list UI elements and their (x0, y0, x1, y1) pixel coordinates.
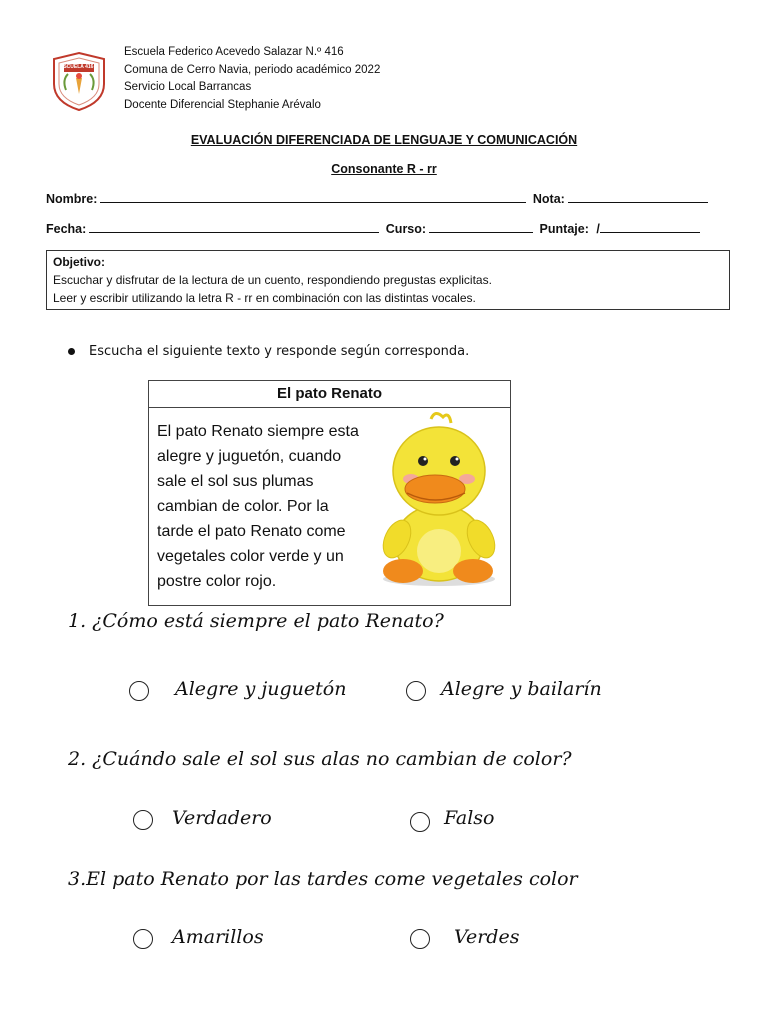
curso-field[interactable] (429, 222, 533, 233)
objective-line-1: Escuchar y disfrutar de la lectura de un cuento, respondiendo pregustas explicitas. (53, 273, 492, 287)
puntaje-label: Puntaje: (539, 222, 589, 236)
header-line-teacher: Docente Diferencial Stephanie Arévalo (124, 98, 321, 111)
option-label: Verdes (454, 926, 520, 948)
option-radio[interactable] (410, 812, 430, 832)
story-line: cambian de color. Por la (157, 498, 329, 515)
question-1: 1. ¿Cómo está siempre el pato Renato? (68, 610, 444, 632)
nota-label: Nota: (532, 192, 565, 206)
puntaje-field[interactable] (600, 222, 700, 233)
option-radio[interactable] (133, 929, 153, 949)
fecha-field[interactable] (89, 222, 379, 233)
school-header (124, 44, 380, 114)
story-line: sale el sol sus plumas (157, 473, 314, 490)
option-label: Falso (444, 807, 495, 829)
option-label: Alegre y bailarín (441, 678, 602, 700)
instruction (68, 344, 469, 359)
duck-illustration (373, 411, 505, 591)
instruction-text: Escucha el siguiente texto y responde según corresponda. (89, 344, 470, 359)
story-line: vegetales color verde y un (157, 548, 344, 565)
question-2: 2. ¿Cuándo sale el sol sus alas no cambian de color? (68, 748, 572, 770)
curso-label: Curso: (385, 222, 427, 236)
date-row (46, 222, 726, 236)
logo-text: ESCUELA 416 (60, 64, 94, 70)
option-radio[interactable] (410, 929, 430, 949)
story-line: El pato Renato siempre esta (157, 423, 359, 440)
question-3: 3.El pato Renato por las tardes come vegetales color (68, 868, 578, 890)
header-line-service: Servicio Local Barrancas (124, 81, 252, 93)
option-label: Alegre y juguetón (175, 678, 347, 700)
story-line: tarde el pato Renato come (157, 523, 346, 540)
story-box (148, 380, 511, 606)
nota-field[interactable] (568, 192, 708, 203)
nombre-label: Nombre: (46, 192, 98, 206)
school-logo (48, 50, 110, 112)
header-line-commune: Comuna de Cerro Navia, periodo académico 2022 (124, 63, 381, 76)
story-line: postre color rojo. (157, 573, 277, 590)
option-radio[interactable] (406, 681, 426, 701)
header-line-school: Escuela Federico Acevedo Salazar N.º 416 (124, 46, 344, 58)
option-radio[interactable] (129, 681, 149, 701)
nombre-field[interactable] (100, 192, 526, 203)
puntaje-slash: / (596, 222, 600, 236)
objective-box (46, 250, 730, 310)
fecha-label: Fecha: (46, 222, 87, 236)
story-text (157, 419, 372, 594)
page-subtitle: Consonante R - rr (331, 162, 437, 176)
name-row (46, 192, 726, 206)
option-label: Verdadero (172, 807, 272, 829)
story-title: El pato Renato (149, 381, 510, 408)
option-label: Amarillos (172, 926, 264, 948)
story-line: alegre y juguetón, cuando (157, 448, 342, 465)
objective-label: Objetivo: (53, 255, 106, 269)
option-radio[interactable] (133, 810, 153, 830)
page-title: EVALUACIÓN DIFERENCIADA DE LENGUAJE Y COMUNICACIÓN (190, 133, 578, 147)
objective-line-2: Leer y escribir utilizando la letra R - rr en combinación con las distintas vocales. (53, 291, 476, 305)
bullet-icon (68, 348, 75, 355)
